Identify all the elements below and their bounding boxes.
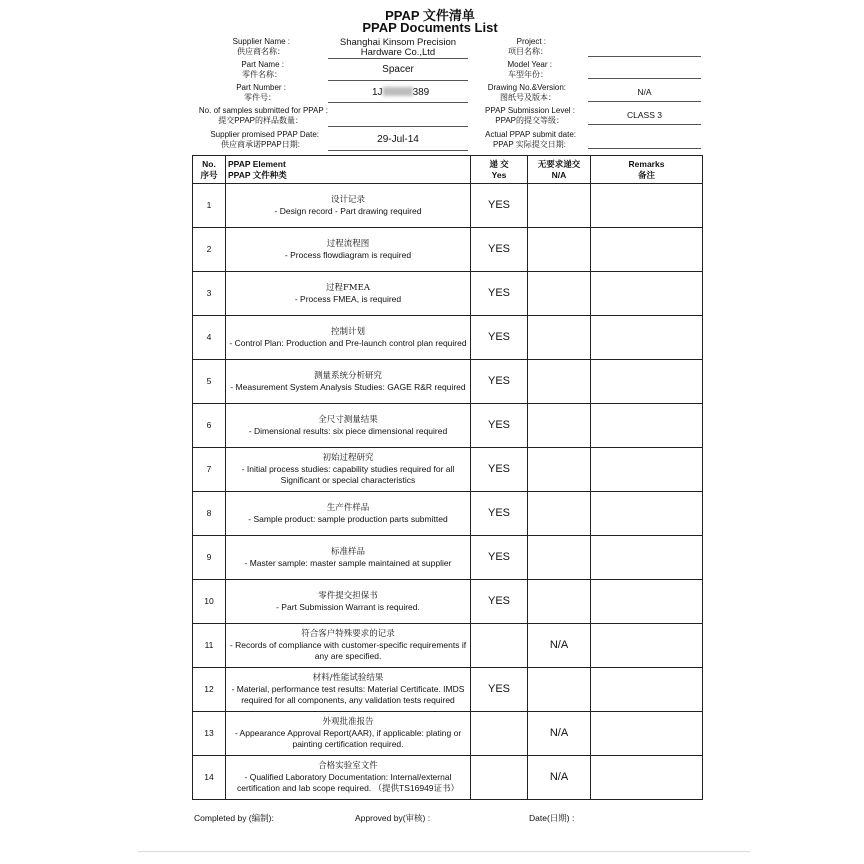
row-element-en: - Dimensional results: six piece dimensional required — [248, 425, 448, 436]
header-element-en: PPAP Element — [228, 158, 286, 169]
table-row — [193, 316, 703, 360]
row-element-en: - Control Plan: Production and Pre-launch control plan required — [229, 337, 467, 348]
row-yes: YES — [471, 316, 528, 360]
row-na — [528, 404, 591, 448]
row-element — [226, 492, 471, 536]
row-element-en: - Sample product: sample production parts submitted — [248, 513, 448, 524]
completed-by-label: Completed by (编制): — [194, 813, 274, 823]
table-row — [193, 624, 703, 668]
model-year-underline — [588, 78, 701, 79]
row-yes: YES — [471, 404, 528, 448]
row-number: 1 — [193, 184, 226, 228]
row-remarks — [591, 536, 703, 580]
submission-level-label-cn: PPAP的提交等级： — [495, 116, 564, 125]
actual-date-underline — [588, 148, 701, 149]
part-name-underline — [328, 80, 468, 81]
drawing-value: N/A — [637, 87, 652, 97]
part-name-value: Spacer — [382, 64, 414, 75]
part-name-label-cn: 零件名称： — [242, 70, 282, 79]
promised-date-label-en: Supplier promised PPAP Date: — [210, 130, 319, 139]
row-na: N/A — [528, 624, 591, 668]
row-element — [226, 184, 471, 228]
table-row — [193, 360, 703, 404]
row-element-cn: 过程流程图 — [326, 238, 370, 249]
row-element-cn: 设计记录 — [330, 194, 365, 205]
row-na — [528, 228, 591, 272]
row-number: 3 — [193, 272, 226, 316]
row-element-en: - Master sample: master sample maintained at supplier — [244, 557, 452, 568]
row-yes: YES — [471, 272, 528, 316]
header-na — [528, 156, 591, 184]
row-remarks — [591, 668, 703, 712]
row-element — [226, 228, 471, 272]
row-element-cn: 材料/性能试验结果 — [312, 673, 384, 683]
part-number-label-cn: 零件号： — [244, 93, 276, 102]
actual-date-label-cn: PPAP 实际提交日期: — [492, 140, 566, 149]
row-element — [226, 624, 471, 668]
model-year-label-en: Model Year : — [507, 60, 552, 69]
row-element-en: - Material, performance test results: Material Certificate. IMDS required for all components, any validation tests required — [231, 684, 465, 705]
promised-date-value: 29-Jul-14 — [377, 134, 419, 145]
row-remarks — [591, 404, 703, 448]
row-element-cn: 测量系统分析研究 — [313, 370, 382, 381]
header-element-cn: PPAP 文件种类 — [228, 169, 287, 180]
row-remarks — [591, 360, 703, 404]
row-na — [528, 668, 591, 712]
project-label-en: Project : — [516, 37, 546, 46]
row-yes: YES — [471, 360, 528, 404]
row-number: 11 — [193, 624, 226, 668]
row-element-en: - Initial process studies: capability studies required for all Significant or special characteristics — [241, 464, 455, 485]
row-na: N/A — [528, 712, 591, 756]
row-na — [528, 316, 591, 360]
row-element-cn: 标准样品 — [330, 546, 365, 557]
row-remarks — [591, 492, 703, 536]
row-element-en: - Process FMEA, is required — [294, 293, 402, 304]
row-number: 12 — [193, 668, 226, 712]
row-yes — [471, 712, 528, 756]
row-remarks — [591, 184, 703, 228]
row-element-cn: 全尺寸测量结果 — [318, 414, 378, 425]
row-na — [528, 448, 591, 492]
supplier-underline — [328, 58, 468, 59]
row-element — [226, 316, 471, 360]
row-number: 7 — [193, 448, 226, 492]
row-yes — [471, 756, 528, 800]
supplier-label-en: Supplier Name : — [232, 37, 290, 46]
table-row — [193, 536, 703, 580]
row-number: 5 — [193, 360, 226, 404]
samples-label-cn: 提交PPAP的样品数量： — [218, 116, 303, 125]
header-no-cn: 序号 — [200, 169, 218, 180]
row-remarks — [591, 228, 703, 272]
row-element-cn: 控制计划 — [330, 326, 365, 337]
table-row — [193, 712, 703, 756]
ppap-elements-table — [192, 155, 703, 800]
row-na — [528, 492, 591, 536]
samples-label-en: No. of samples submitted for PPAP : — [198, 106, 328, 115]
row-number: 13 — [193, 712, 226, 756]
supplier-value-1: Shanghai Kinsom Precision — [339, 37, 457, 48]
part-number-label-en: Part Number : — [236, 83, 286, 92]
approved-by-label: Approved by(审核) : — [355, 813, 431, 823]
row-element-cn: 过程FMEA — [326, 282, 370, 293]
promised-date-underline — [328, 150, 468, 151]
row-remarks — [591, 756, 703, 800]
header-remarks-cn: 备注 — [637, 169, 655, 180]
row-element-en: - Process flowdiagram is required — [284, 249, 412, 260]
row-remarks — [591, 316, 703, 360]
row-na — [528, 184, 591, 228]
row-yes: YES — [471, 448, 528, 492]
row-element-en: - Design record - Part drawing required — [274, 205, 422, 216]
row-yes: YES — [471, 228, 528, 272]
row-number: 4 — [193, 316, 226, 360]
row-number: 10 — [193, 580, 226, 624]
row-na — [528, 536, 591, 580]
row-element-en: - Appearance Approval Report(AAR), if applicable: plating or painting certification required. — [234, 728, 462, 749]
row-element — [226, 668, 471, 712]
row-element-cn: 生产件样品 — [326, 502, 370, 513]
part-number-underline — [328, 102, 468, 103]
row-element-cn: 初始过程研究 — [322, 453, 374, 463]
part-number-prefix: 1J — [372, 87, 383, 98]
header-yes-cn: 递 交 — [489, 158, 509, 169]
row-element-en: - Qualified Laboratory Documentation: Internal/external certification and lab scope required. （提供TS16949证书） — [236, 772, 460, 793]
header-no — [193, 156, 226, 184]
header-yes — [471, 156, 528, 184]
row-na: N/A — [528, 756, 591, 800]
header-element — [226, 156, 471, 184]
row-element-en: - Records of compliance with customer-specific requirements if any are specified. — [229, 640, 467, 661]
page-bottom-divider — [138, 851, 750, 852]
row-element-cn: 零件提交担保书 — [318, 590, 378, 601]
row-remarks — [591, 712, 703, 756]
header-yes-en: Yes — [491, 169, 507, 180]
supplier-value-2: Hardware Co.,Ltd — [360, 47, 436, 58]
table-row — [193, 228, 703, 272]
table-row — [193, 492, 703, 536]
row-number: 14 — [193, 756, 226, 800]
table-row — [193, 272, 703, 316]
row-na — [528, 580, 591, 624]
part-number-suffix: 389 — [412, 87, 430, 98]
row-element — [226, 712, 471, 756]
supplier-label-cn: 供应商名称： — [237, 47, 285, 56]
drawing-label-en: Drawing No.&Version: — [487, 83, 566, 92]
drawing-label-cn: 图纸号及版本： — [500, 93, 556, 102]
row-remarks — [591, 580, 703, 624]
header-remarks — [591, 156, 703, 184]
row-element-cn: 合格实验室文件 — [318, 761, 378, 771]
table-row — [193, 404, 703, 448]
date-label: Date(日期) : — [529, 813, 575, 823]
row-element-cn: 外观批准报告 — [322, 717, 374, 727]
page-title: PPAP Documents List — [362, 20, 498, 35]
part-number-value — [372, 87, 432, 98]
row-yes: YES — [471, 184, 528, 228]
samples-underline — [328, 126, 468, 127]
row-na — [528, 272, 591, 316]
table-row — [193, 756, 703, 800]
project-underline — [588, 56, 701, 57]
row-element — [226, 404, 471, 448]
table-row — [193, 580, 703, 624]
row-element-en: - Part Submission Warrant is required. — [276, 601, 420, 612]
row-yes: YES — [471, 536, 528, 580]
row-element — [226, 580, 471, 624]
row-yes: YES — [471, 668, 528, 712]
row-yes — [471, 624, 528, 668]
table-row — [193, 448, 703, 492]
row-number: 2 — [193, 228, 226, 272]
submission-level-value: CLASS 3 — [627, 110, 662, 120]
part-name-label-en: Part Name : — [241, 60, 284, 69]
drawing-underline — [588, 101, 701, 102]
row-number: 9 — [193, 536, 226, 580]
row-yes: YES — [471, 580, 528, 624]
row-element — [226, 756, 471, 800]
model-year-label-cn: 车型年份： — [508, 70, 548, 79]
title-cn: PPAP 文件清单 — [385, 8, 475, 23]
row-remarks — [591, 448, 703, 492]
row-element — [226, 272, 471, 316]
row-element — [226, 536, 471, 580]
row-yes: YES — [471, 492, 528, 536]
header-remarks-en: Remarks — [628, 158, 665, 169]
table-row — [193, 668, 703, 712]
table-header-row — [193, 156, 703, 184]
header-na-cn: 无要求递交 — [537, 158, 581, 169]
table-row — [193, 184, 703, 228]
submission-level-underline — [588, 124, 701, 125]
promised-date-label-cn: 供应商承诺PPAP日期: — [221, 140, 300, 149]
row-element — [226, 360, 471, 404]
row-element — [226, 448, 471, 492]
header-na-en: N/A — [551, 169, 567, 180]
row-remarks — [591, 624, 703, 668]
row-number: 6 — [193, 404, 226, 448]
submission-level-label-en: PPAP Submission Level : — [485, 106, 575, 115]
header-no-en: No. — [202, 158, 216, 169]
row-element-cn: 符合客户特殊要求的记录 — [301, 629, 395, 639]
redaction-blur — [383, 87, 413, 96]
row-remarks — [591, 272, 703, 316]
actual-date-label-en: Actual PPAP submit date: — [485, 130, 576, 139]
project-label-cn: 项目名称： — [508, 47, 548, 56]
row-element-en: - Measurement System Analysis Studies: GAGE R&R required — [230, 381, 466, 392]
row-na — [528, 360, 591, 404]
row-number: 8 — [193, 492, 226, 536]
